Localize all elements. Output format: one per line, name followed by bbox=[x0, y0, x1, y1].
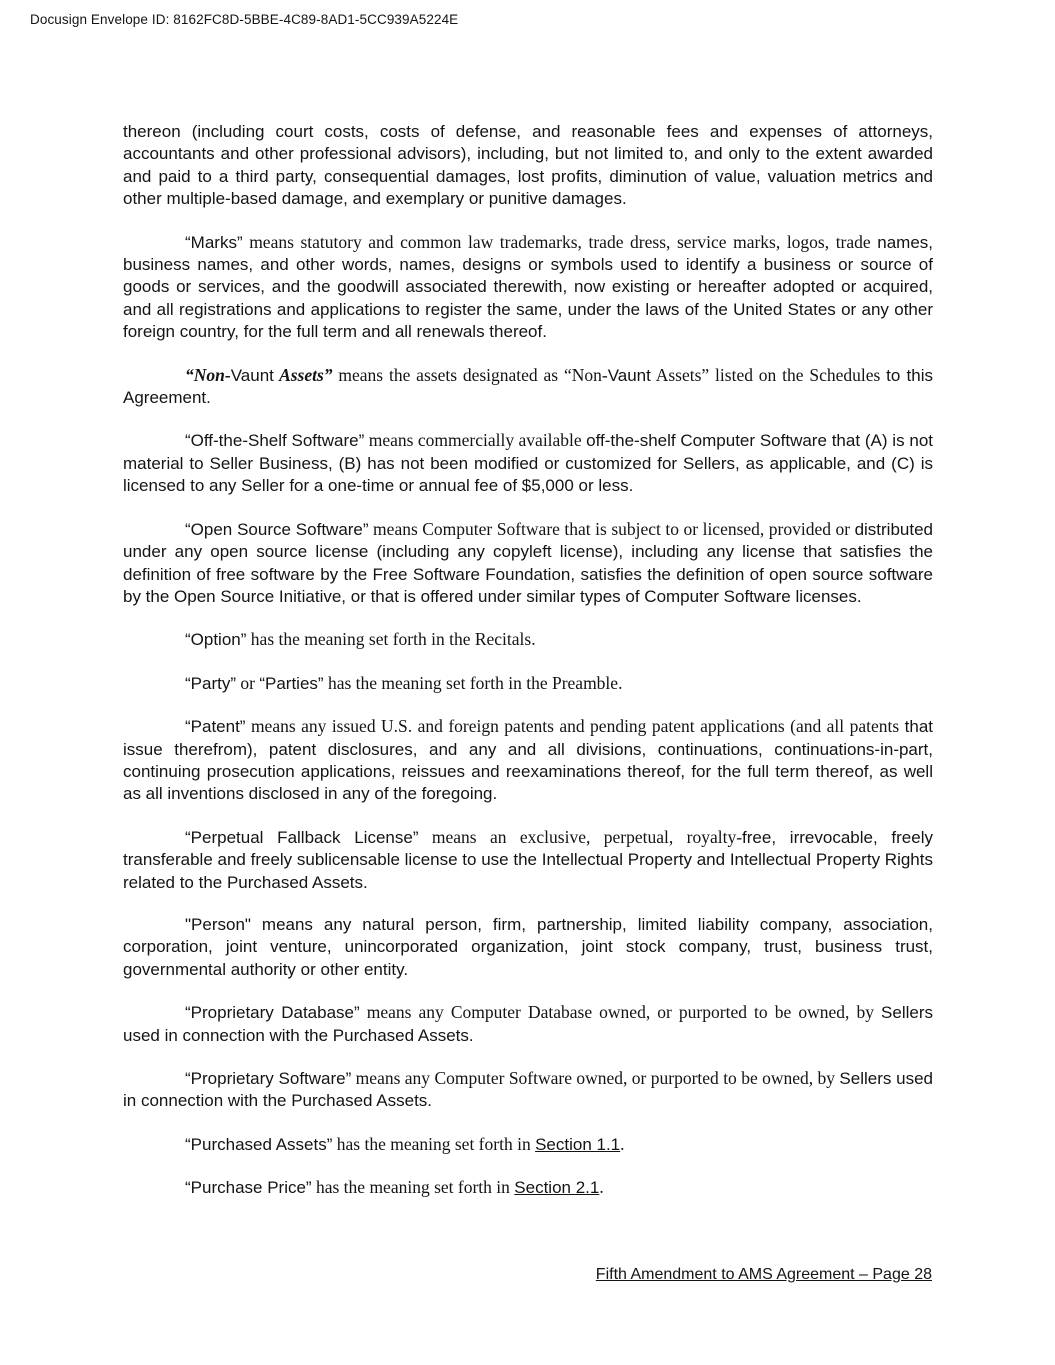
paragraph bbox=[123, 121, 933, 211]
paragraph bbox=[123, 1001, 933, 1047]
text-run: free, irrevocable, freely transferable and freely sublicensable license to use the Intellectual Property and Intellectual Property Rights related to the Purchased Assets. bbox=[123, 827, 933, 892]
text-run: that issue therefrom), patent disclosures, and any and all divisions, continuations, continuations-in-part, continuing prosecution applications, reissues and reexaminations thereof, for the full term thereof, as well as all inventions disclosed in any of the foregoing. bbox=[123, 717, 933, 804]
text-run: means any Computer Software owned, or purported to be owned, by bbox=[351, 1068, 840, 1088]
text-run: Section 1.1 bbox=[535, 1134, 621, 1154]
text-run: . bbox=[620, 1133, 625, 1154]
text-run: Assets” bbox=[273, 364, 333, 385]
text-run: means commercially available bbox=[364, 430, 587, 451]
text-run: means an exclusive, perpetual, royalty- bbox=[418, 826, 743, 847]
text-run: or bbox=[236, 672, 260, 693]
text-run: "Person" means any natural person, firm, partnership, limited liability company, association, corporation, joint venture, unincorporated organization, joint stock company, trust, business trust, governmental authority or other entity. bbox=[123, 914, 933, 979]
paragraph bbox=[123, 628, 933, 651]
text-run: “Purchased Assets” bbox=[185, 1134, 333, 1154]
page-footer: Fifth Amendment to AMS Agreement – Page 28 bbox=[595, 1266, 932, 1283]
paragraph bbox=[123, 914, 933, 981]
text-run: Section 2.1 bbox=[514, 1178, 600, 1198]
text-run: “Parties” bbox=[259, 673, 324, 693]
paragraph bbox=[123, 1067, 933, 1113]
text-run: Assets” listed on the Schedules bbox=[650, 364, 887, 385]
text-run: thereon (including court costs, costs of defense, and reasonable fees and expenses of attorneys, accountants and other professional advisors), including, but not limited to, and only to the extent awarded and paid to a third party, consequential damages, lost profits, diminution of value, valuation metrics and other multiple-based damage, and exemplary or punitive damages. bbox=[123, 122, 933, 209]
text-run: “Purchase Price” bbox=[185, 1178, 312, 1198]
text-run: “Proprietary Software” bbox=[185, 1069, 352, 1088]
paragraph bbox=[123, 364, 933, 410]
text-run: means statutory and common law trademarks, trade dress, service marks, logos, trade bbox=[242, 231, 878, 252]
text-run: has the meaning set forth in bbox=[311, 1177, 515, 1198]
document-body bbox=[123, 121, 933, 1220]
text-run: “Patent” bbox=[185, 717, 246, 737]
text-run: Sellers used in connection with the Purchased Assets. bbox=[123, 1069, 933, 1111]
text-run: “Proprietary Database” bbox=[185, 1003, 360, 1023]
text-run: has the meaning set forth in the Recitals. bbox=[246, 629, 536, 650]
text-run: has the meaning set forth in the Preamble. bbox=[323, 672, 623, 693]
docusign-envelope-id: Docusign Envelope ID: 8162FC8D-5BBE-4C89-8AD1-5CC939A5224E bbox=[30, 12, 459, 27]
text-run: has the meaning set forth in bbox=[332, 1133, 536, 1154]
paragraph bbox=[123, 826, 933, 894]
paragraph bbox=[123, 231, 933, 344]
text-run: Vaunt bbox=[230, 365, 274, 385]
paragraph bbox=[123, 715, 933, 806]
text-run: names, business names, and other words, names, designs or symbols used to identify a business or source of goods or services, and the goodwill associated therewith, now existing or hereafter adopted or acquired, and all registrations and applications to register the same, under the laws of the United States or any other foreign country, for the full term and all renewals thereof. bbox=[123, 232, 933, 342]
paragraph bbox=[123, 1133, 933, 1156]
paragraph bbox=[123, 672, 933, 695]
text-run: distributed under any open source license (including any copyleft license), including any license that satisfies the definition of free software by the Free Software Foundation, satisfies the definition of open source software by the Open Source Initiative, or that is offered under similar types of Computer Software licenses. bbox=[123, 519, 933, 606]
text-run: “Marks” bbox=[185, 232, 243, 252]
paragraph bbox=[123, 429, 933, 497]
text-run: . bbox=[599, 1177, 604, 1198]
text-run: “Perpetual Fallback License” bbox=[185, 827, 419, 847]
paragraph bbox=[123, 1176, 933, 1199]
text-run: “Party” bbox=[185, 673, 236, 693]
text-run: “Off-the-Shelf Software” bbox=[185, 431, 365, 451]
text-run: off-the-shelf Computer Software that (A) is not material to Seller Business, (B) has not been modified or customized for Sellers, as applicable, and (C) is licensed to any Seller for a one-time or annual fee of $5,000 or less. bbox=[123, 431, 934, 496]
text-run: means any Computer Database owned, or purported to be owned, by bbox=[359, 1002, 882, 1023]
text-run: means Computer Software that is subject to or licensed, provided or bbox=[368, 518, 855, 539]
paragraph bbox=[123, 518, 933, 609]
text-run: “Open Source Software” bbox=[185, 519, 369, 539]
text-run: means the assets designated as “Non- bbox=[332, 364, 608, 385]
text-run: Vaunt bbox=[607, 365, 651, 385]
text-run: means any issued U.S. and foreign patents and pending patent applications (and all patents bbox=[245, 716, 905, 737]
text-run: to this Agreement. bbox=[123, 365, 933, 408]
text-run: “Option” bbox=[185, 630, 247, 650]
text-run: Sellers used in connection with the Purchased Assets. bbox=[123, 1003, 933, 1045]
text-run: “Non- bbox=[185, 364, 231, 385]
